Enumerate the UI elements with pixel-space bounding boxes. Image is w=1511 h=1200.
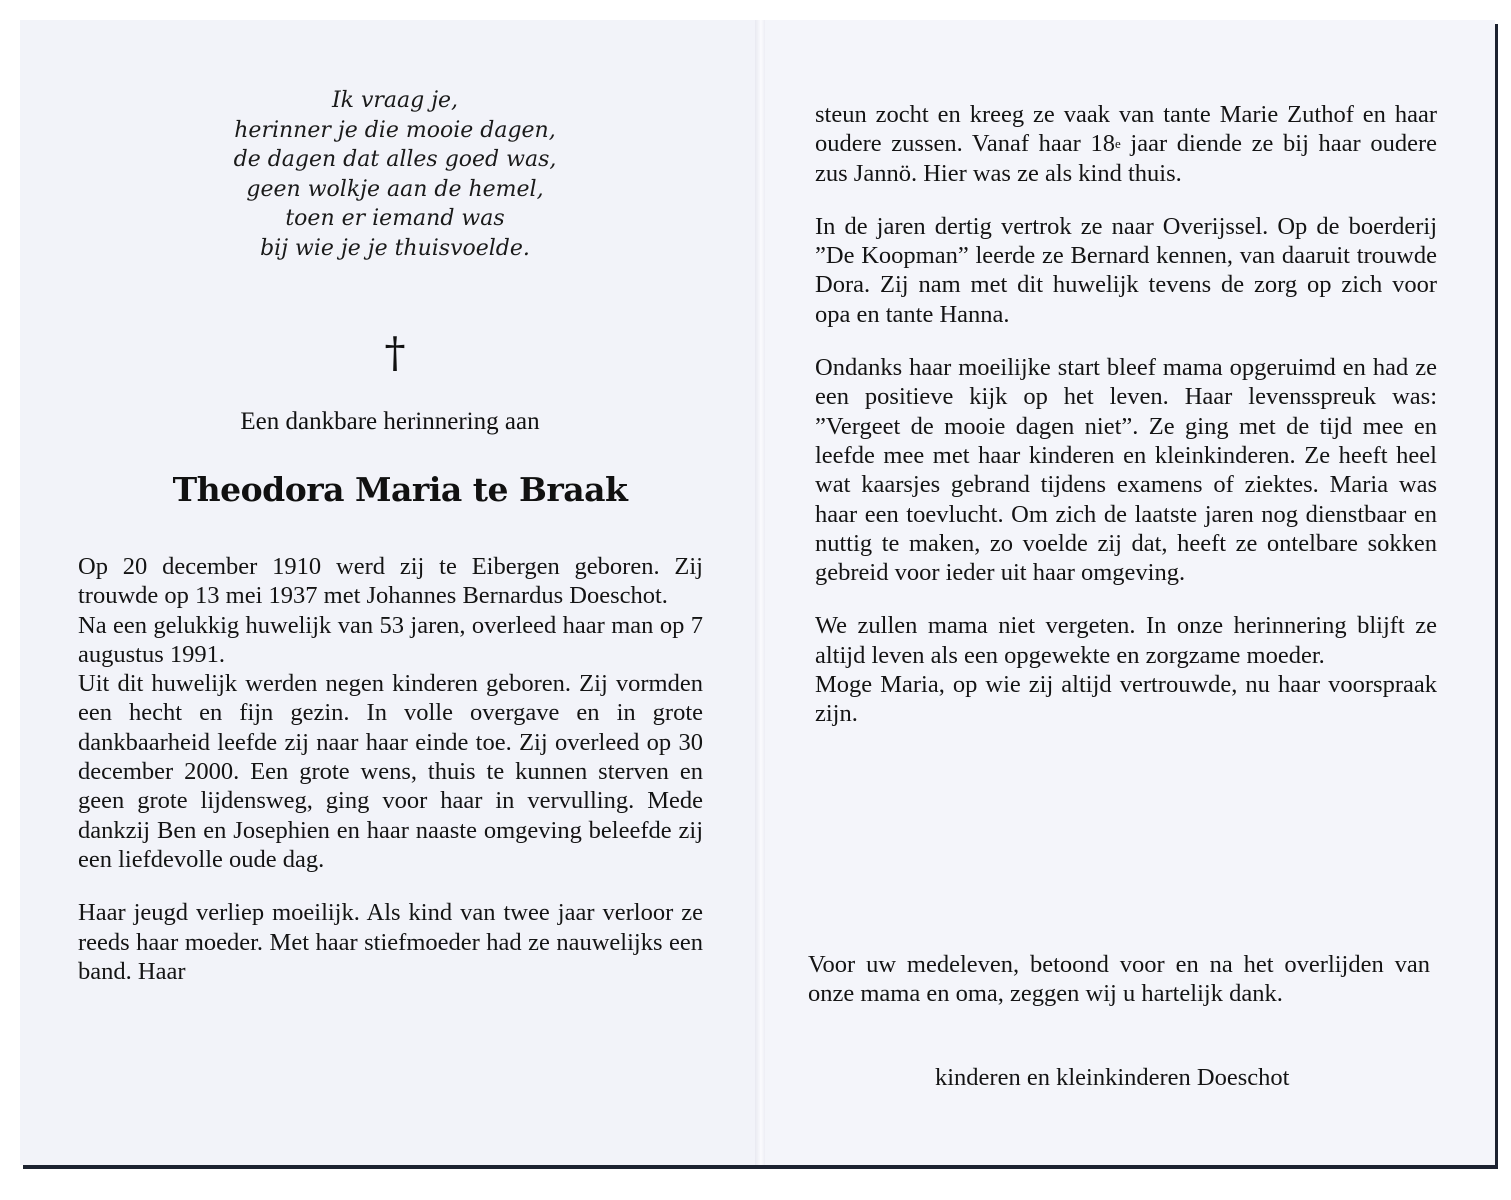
poem-line: de dagen dat alles goed was, xyxy=(233,147,557,172)
ordinal-suffix: e xyxy=(1114,136,1121,152)
deceased-name: Theodora Maria te Braak xyxy=(172,470,628,509)
paragraph: We zullen mama niet vergeten. In onze herinnering blijft ze altijd leven als een opgewekte en zorgzame moeder. xyxy=(815,612,1437,669)
paragraph: Moge Maria, op wie zij altijd vertrouwde, nu haar voorspraak zijn. xyxy=(815,671,1437,728)
poem-line: bij wie je je thuisvoelde. xyxy=(260,235,530,261)
cross-icon: † xyxy=(384,328,406,377)
paragraph-text: steun zocht en kreeg ze vaak van tante Marie Zuthof en haar oudere zussen. Vanaf haar 18 xyxy=(815,101,1437,158)
paragraph: Ondanks haar moeilijke start bleef mama opgeruimd en had ze een positieve kijk op het leven. Haar levensspreuk was: ”Vergeet de mooie dagen niet”. Ze ging met de tijd mee en leefde mee met haar kinderen en kleinkinderen. Ze heeft heel wat kaarsjes gebrand tijdens examens of ziektes. Maria was haar een toevlucht. Om zich de laatste jaren nog dienstbaar en nuttig te maken, zo voelde zij dat, heeft ze ontelbare sokken gebreid voor ieder uit haar omgeving. xyxy=(815,354,1437,587)
poem-line: geen wolkje aan de hemel, xyxy=(246,176,544,202)
paragraph-text: jaar diende ze bij haar oudere zus Jannö. Hier was ze als kind thuis. xyxy=(815,130,1437,187)
intro-text: Een dankbare herinnering aan xyxy=(240,408,540,435)
paragraph: Haar jeugd verliep moeilijk. Als kind van twee jaar verloor ze reeds haar moeder. Met haar stiefmoeder had ze nauwelijks een band. Haar xyxy=(78,899,703,985)
signature: kinderen en kleinkinderen Doeschot xyxy=(935,1064,1290,1091)
thanks-text: Voor uw medeleven, betoond voor en na het overlijden van onze mama en oma, zeggen wij u hartelijk dank. xyxy=(808,951,1430,1008)
paragraph xyxy=(815,100,1437,188)
paragraph: Na een gelukkig huwelijk van 53 jaren, overleed haar man op 7 augustus 1991. xyxy=(78,611,703,668)
paragraph: Uit dit huwelijk werden negen kinderen geboren. Zij vormden een hecht en fijn gezin. In volle overgave en in grote dankbaarheid leefde zij naar haar einde toe. Zij overleed op 30 december 2000. Een grote wens, thuis te kunnen sterven en geen grote lijdensweg, ging voor haar in vervulling. Mede dankzij Ben en Josephien en haar naaste omgeving beleefde zij een liefdevolle oude dag. xyxy=(78,670,703,873)
poem xyxy=(160,86,630,263)
paragraph: In de jaren dertig vertrok ze naar Overijssel. Op de boerderij ”De Koopman” leerde ze Bernard kennen, van daaruit trouwde Dora. Zij nam met dit huwelijk tevens de zorg op zich voor opa en tante Hanna. xyxy=(815,212,1437,328)
biography-right xyxy=(815,100,1437,729)
paragraph: Op 20 december 1910 werd zij te Eibergen geboren. Zij trouwde op 13 mei 1937 met Johannes Bernardus Doeschot. xyxy=(78,553,703,610)
poem-line: herinner je die mooie dagen, xyxy=(234,117,556,143)
poem-line: toen er iemand was xyxy=(285,206,505,231)
poem-line: Ik vraag je, xyxy=(331,88,459,113)
biography-left xyxy=(78,552,703,986)
